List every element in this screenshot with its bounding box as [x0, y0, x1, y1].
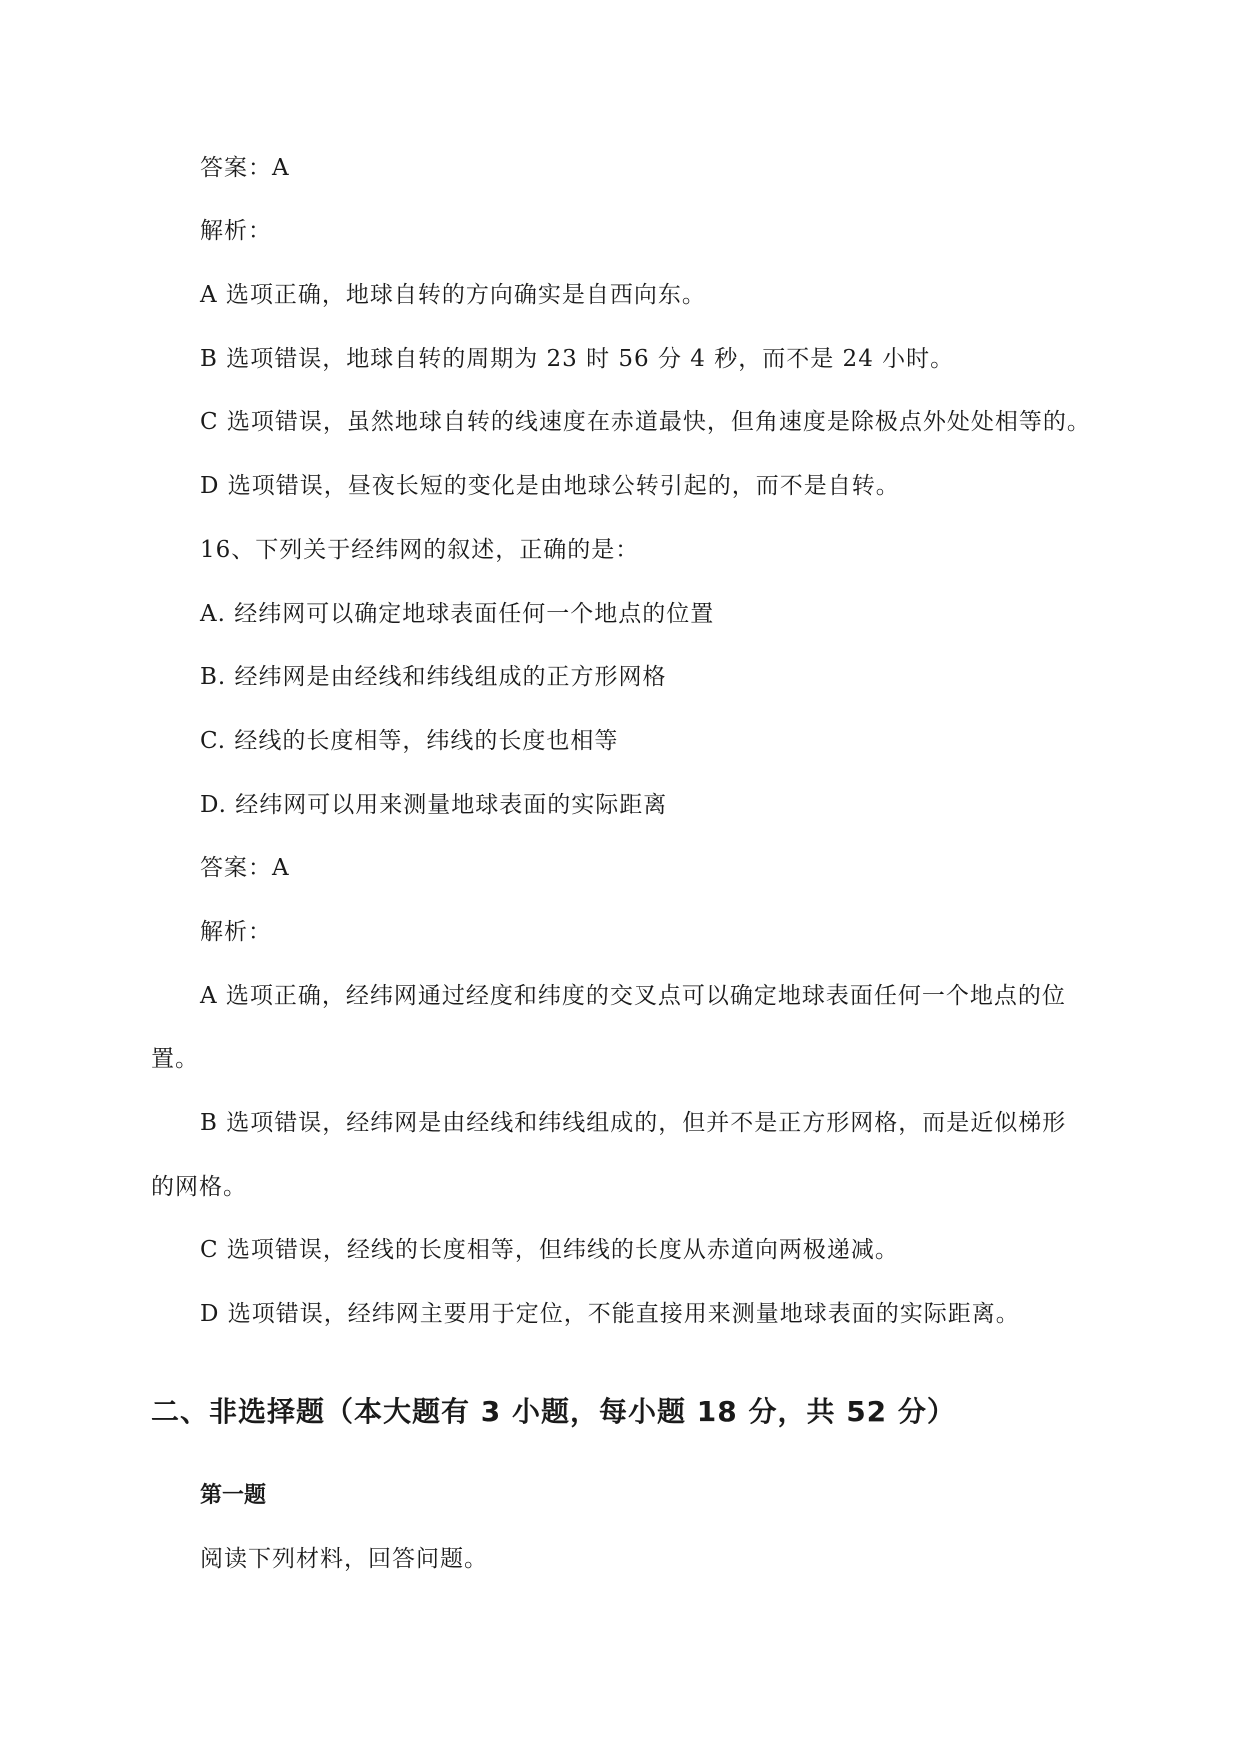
analysis-line: C 选项错误，虽然地球自转的线速度在赤道最快，但角速度是除极点外处处相等的。 — [200, 409, 1091, 435]
question-stem: 16、下列关于经纬网的叙述，正确的是： — [200, 537, 640, 563]
analysis-label: 解析： — [200, 218, 272, 244]
answer-text: 答案：A — [200, 855, 290, 881]
question-intro: 阅读下列材料，回答问题。 — [200, 1546, 488, 1572]
analysis-line: 的网格。 — [151, 1174, 247, 1200]
analysis-line: B 选项错误，地球自转的周期为 23 时 56 分 4 秒，而不是 24 小时。 — [200, 346, 955, 372]
answer-text: 答案：A — [200, 155, 290, 181]
option-a: A. 经纬网可以确定地球表面任何一个地点的位置 — [200, 601, 715, 627]
analysis-line: C 选项错误，经线的长度相等，但纬线的长度从赤道向两极递减。 — [200, 1237, 899, 1263]
analysis-line: B 选项错误，经纬网是由经线和纬线组成的，但并不是正方形网格，而是近似梯形 — [200, 1110, 1067, 1136]
option-c: C. 经线的长度相等，纬线的长度也相等 — [200, 728, 619, 754]
option-d: D. 经纬网可以用来测量地球表面的实际距离 — [200, 792, 668, 818]
question-title: 第一题 — [200, 1483, 267, 1508]
analysis-line: D 选项错误，昼夜长短的变化是由地球公转引起的，而不是自转。 — [200, 473, 900, 499]
section-heading: 二、非选择题（本大题有 3 小题，每小题 18 分，共 52 分） — [151, 1395, 956, 1428]
analysis-label: 解析： — [200, 919, 272, 945]
analysis-line: 置。 — [151, 1046, 199, 1072]
analysis-line: D 选项错误，经纬网主要用于定位，不能直接用来测量地球表面的实际距离。 — [200, 1301, 1020, 1327]
analysis-line: A 选项正确，地球自转的方向确实是自西向东。 — [200, 282, 706, 308]
option-b: B. 经纬网是由经线和纬线组成的正方形网格 — [200, 664, 667, 690]
analysis-line: A 选项正确，经纬网通过经度和纬度的交叉点可以确定地球表面任何一个地点的位 — [200, 983, 1066, 1009]
